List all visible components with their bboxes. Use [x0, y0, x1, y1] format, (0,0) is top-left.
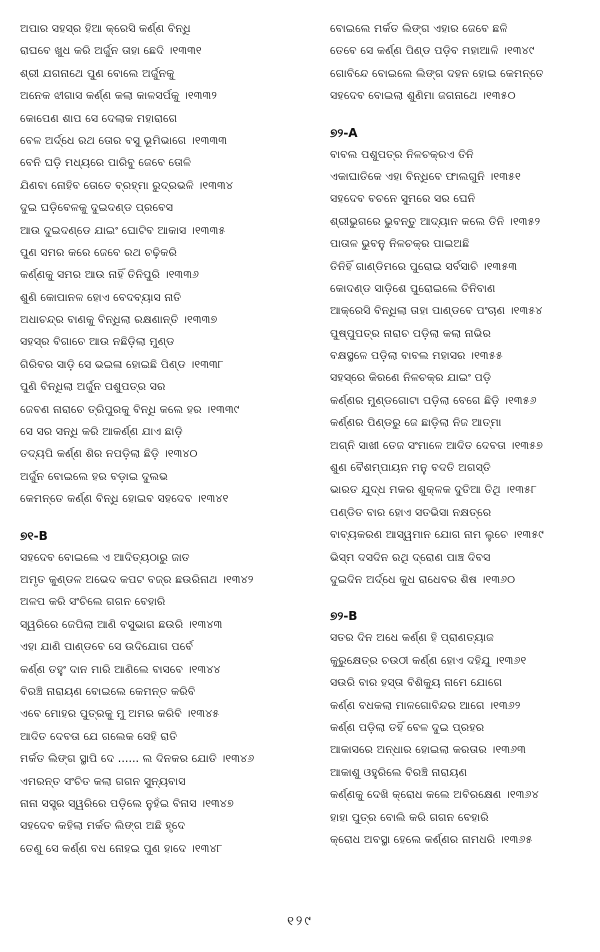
verse-line: ଆକାସରେ ଅନ୍ଧାର ହୋଇଲା କରତାର ।୧୩୬୩: [330, 743, 526, 757]
verse-line: ବେଳ ଅର୍ଦ୍ଧେ ରଥ ତୋର ବସୁ ଭୂମିଭାଗେ ।୧୩୩୩: [20, 133, 228, 147]
verse-line: ଆଦିତ ଦେବତା ଯେ ଗଲେକ ସେହି ରାତି: [20, 729, 178, 743]
right-column: [330, 18, 592, 851]
verse-line: ତେବେ ସେ କର୍ଣ୍ଣ ପିଣ୍ଡ ପଡ଼ିବ ମହାଆଳି ।୧୩୪୯: [330, 44, 535, 58]
verse-line: ଭାରତ ଯୁଦ୍ଧ ମକର ଶୁକ୍ଳକ ଦୁତିଆ ତିଥି ।୧୩୫୮: [330, 483, 537, 497]
verse-line: ସହଦେବ ବୋଇଲା ଶୁଣିମା ଜଗନାଥେ ।୧୩୫୦: [330, 89, 516, 103]
verse-line: କର୍ଣ୍ଣକୁ ସମର ଆଉ ନାହିଁ ତିନିପୁରି ।୧୩୩୬: [20, 268, 200, 282]
verse-line: ସହଦେବ କହିଲା ମର୍କତ ଲିଙ୍ଗ ଅଛି ହୃଦେ: [20, 819, 186, 833]
verse-line: ତିନିହିଁ ଗାଣ୍ଡିମରେ ପୁରୋଇ ସର୍ବସାଚି ।୧୩୫୩: [330, 259, 518, 273]
verse-line: ଅଳପ କରି ସଂଚିଲେ ଗଗନ ବେହାରି: [20, 595, 166, 609]
verse-line: କର୍ଣ୍ଣ ତହୁଂ ଦାନ ମାରି ଆଣିଲେ ବାସବେ ।୧୩୪୪: [20, 662, 221, 676]
verse-block-3: [330, 18, 592, 108]
section-heading-72b: ୭୨-B: [330, 609, 358, 624]
verse-line: ବକ୍ଷସ୍ଥଳେ ପଡ଼ିଲା ବାବଲ ମହାସର ।୧୩୫୫: [330, 349, 503, 363]
verse-line: ଗୋବିନ୍ଦେ ବୋଇଲେ ଲିଙ୍ଗ ଦହନ ହୋଇ କେମନ୍ତେ: [330, 66, 544, 80]
verse-line: ଆଉ ଦୁଇଦଣ୍ଡେ ଯାଇଂ ଘୋଟିବ ଆକାସ ।୧୩୩୫: [20, 223, 226, 237]
verse-line: ଏମରନ୍ତ ସଂଚିତ କଲା ଗଗନ ସୁନ୍ୟବାସ: [20, 774, 186, 788]
verse-line: ଜେବଣ ନାରାଚେ ତ୍ରିପୁରକୁ ବିନ୍ଧି କଲେ ହର ।୧୩୩୯: [20, 402, 240, 416]
verse-line: ବୋଇଲେ ମର୍କତ ଲିଙ୍ଗ ଏହାର ଜେବେ ଛଳି: [330, 22, 508, 35]
verse-line: ତଦ୍ୟପି କର୍ଣ୍ଣ ଶିର ନପଡ଼ିଲା ଛିଡ଼ି ।୧୩୪୦: [20, 447, 198, 461]
verse-line: ଆକାଶୁ ଓହୁରିଲେ ବିରଞ୍ଚି ନାରାୟଣ: [330, 765, 468, 779]
verse-line: କର୍ଣ୍ଣ ପଡ଼ିଲା ତହିଁ ବେଳ ଦୁଇ ପ୍ରହର: [330, 720, 485, 734]
verse-line: ସହଦେବ ବଚନେ ସୁମରେ ସର ଘେନି: [330, 192, 476, 206]
verse-line: ଶୁଣି କୋପାନଳ ହୋଏ ବେଦବ୍ୟାସ ନାତି: [20, 290, 182, 304]
verse-line: ସଉରି ବାର ହସ୍ତା ବିଶିକୁୟ ନାମେ ଯୋଗେ: [330, 676, 503, 690]
verse-line: ଗିରିବର ସାଡ଼ି ସେ ଭଇଳା ହୋଇଛି ପିଣ୍ଡ ।୧୩୩୮: [20, 357, 224, 371]
verse-line: କେମନ୍ତେ କର୍ଣ୍ଣ ବିନ୍ଧି ହୋଇବ ସହଦେବ ।୧୩୪୧: [20, 492, 229, 506]
verse-block-2: [20, 547, 320, 860]
verse-line: କର୍ଣ୍ଣକୁ ଦେଖି କ୍ରୋଧ କଲେ ଅବିରକ୍ଷେଣ ।୧୩୬୪: [330, 788, 539, 802]
verse-line: ତେଣୁ ସେ କର୍ଣ୍ଣ ବଧ ନୋହଇ ପୁଣ ହାଦେ ।୧୩୪୮: [20, 841, 223, 855]
verse-line: କର୍ଣ୍ଣର ପିଣ୍ଡରୁ ଜେ ଛାଡ଼ିଲା ନିଜ ଆତ୍ମା: [330, 416, 502, 430]
verse-line: ଶୁଣ ବୈଶମ୍ପାୟନ ମନୁ ବଦତି ଅଗସ୍ତି: [330, 461, 491, 475]
verse-line: ଅନେକ ଝୀଗାସ କର୍ଣ୍ଣ କଲା କାଳସର୍ପକୁ ।୧୩୩୨: [20, 89, 217, 103]
verse-line: ସହସ୍ର ବିଗାଚେ ଆଉ ନଛିଡ଼ିଲା ମୁଣ୍ଡ: [20, 335, 175, 349]
verse-line: ଆକ୍ରେସି ବିନ୍ଧିଲା ତାହା ପାଣ୍ଡବେ ପଂଚାଣ ।୧୩୫୪: [330, 304, 543, 318]
verse-line: ଅମୃତ କୁଣ୍ଡଳ ଅଭେଦ କପଟ ବଜ୍ର ଛଉରିନାଥ ।୧୩୪୨: [20, 572, 254, 586]
verse-line: ସହସ୍ରେ କିରଣେ ନିଳଚକ୍ର ଯାଇଂ ପଡ଼ି: [330, 371, 492, 385]
verse-line: ଭିସ୍ମ ଦସଦିନ ରଥି ଦ୍ରୋଣ ପାଞ୍ଚ ଦିବସ: [330, 550, 491, 564]
verse-line: କର୍ଣ୍ଣ ବଧକଲା ମାଳଗୋବିନ୍ଦର ଆଗେ ।୧୩୬୨: [330, 698, 521, 712]
verse-line: ବେନି ଘଡ଼ି ମଧ୍ୟରେ ପାରିବୁ ଜେବେ ତୋଳି: [20, 156, 192, 170]
verse-line: ପାତାଳ ଭୁବନୁ ନିଳଚକ୍ର ପାଇଅଛି: [330, 237, 470, 251]
verse-line: କୋଦଣ୍ଡ ସାଡ଼ିଶେ ପୁରୋଇଲେ ତିନିବାଣ: [330, 281, 496, 295]
verse-line: ମର୍କତ ଲିଙ୍ଗ ସ୍ଥାପି ଦେ ...... ଲ ଦିନକର ଯୋତି ।୧୩୪୬: [20, 752, 255, 766]
verse-line: ଦୁଇଦିନ ଅର୍ଦ୍ଧେ କୁଧ ରାଧେବର ଶିଷ ।୧୩୬୦: [330, 572, 516, 586]
verse-line: ହାହା ପୁତ୍ର ବୋଲି କରି ଗଗନ ବେହାରି: [330, 810, 489, 824]
verse-line: ଏବେ ମୋହର ପୁତ୍ରକୁ ମୁ ଅମର କରିବି ।୧୩୪୫: [20, 707, 220, 721]
verse-line: ସହଦେବ ବୋଇଲେ ଏ ଆଦିତ୍ୟଠାରୁ ଜାତ: [20, 550, 190, 564]
section-heading-72a: ୭୨-A: [330, 125, 358, 140]
verse-line: ନାନା ସସ୍ତ୍ର ସ୍ୱରିରେ ପଡ଼ିଲେ ନୁହଁଇ ବିନାସ ।୧୩୪୭: [20, 796, 234, 810]
verse-line: ଶ୍ରୀ ଯଗନାଥେ ପୁଣ ବୋଲେ ଅର୍ଜୁନକୁ: [20, 66, 175, 80]
verse-line: ଏକାଘାତିକେ ଏହା ବିନ୍ଧିବେ ଫାଲଗୁନି ।୧୩୫୧: [330, 169, 521, 183]
verse-line: ସେ ସର ସନ୍ଧି କରି ଆକର୍ଣ୍ଣ ଯାଏ ଛାଡ଼ି: [20, 425, 183, 439]
verse-line: ଅର୍ଜୁନ ବୋଇଲେ ହର ବଡ଼ାଇ ଦୁଲଭ: [20, 469, 168, 483]
verse-line: ବାବଲ ପଶୁପତ୍ର ନିଳଚକ୍ରଏ ତିନି: [330, 147, 474, 161]
verse-block-1: [20, 18, 320, 511]
verse-line: ପଣ୍ଡିତ ବାର ହୋଏ ସତଭିସା ନକ୍ଷତ୍ରେ: [330, 505, 492, 519]
verse-line: ବିରଞ୍ଚି ନାରାୟଣ ବୋଇଲେ କେମନ୍ତ କରିବି: [20, 684, 196, 698]
verse-line: ବାବ୍ୟକରଣ ଆସ୍ୱମାନ ଯୋଗ ନାମ ଲୁଚେ ।୧୩୫୯: [330, 528, 544, 542]
verse-line: ରାଘବେ ଖୁଧ କରି ଅର୍ଜୁନ ତାହା ଛେଦି ।୧୩୩୧: [20, 44, 202, 58]
verse-line: ଅଗ୍ନି ସାଖୀ ତେଜ ସଂମାଳେ ଆଦିତ ଦେବତା ।୧୩୫୭: [330, 438, 544, 452]
verse-block-4: [330, 144, 592, 592]
section-heading-71b: ୭୧-B: [20, 528, 48, 543]
verse-line: ପୁଷ୍ପୁପତ୍ର ନାରାଚ ପଡ଼ିଲା କଲା ନାଭିର: [330, 326, 491, 340]
verse-line: ଏହା ଯାଣି ପାଣ୍ଡବେ ସେ ଉଦିଯୋଗ ପର୍ବେ: [20, 640, 193, 654]
left-column: [20, 18, 320, 860]
verse-line: ଅଧାଚନ୍ଦ୍ର ବାଣକୁ ବିନ୍ଧିଲା ରକ୍ଷଣାନ୍ତି ।୧୩୩୭: [20, 313, 218, 327]
verse-block-5: [330, 627, 592, 851]
verse-line: ସ୍ୱରିରେ ଜେପିଲା ଆଣି ବସୁଭାଗ ଛଉରି ।୧୩୪୩: [20, 617, 223, 631]
page-number: ୧୨୯: [287, 914, 313, 929]
verse-line: କର୍ଣ୍ଣର ମୁଣ୍ଡଗୋଟା ପଡ଼ିଲା ବେଗେ ଛିଡ଼ି ।୧୩୫୬: [330, 393, 537, 407]
verse-line: ଯିଣବା ନୋହିବ ତୋତେ ବ୍ରହ୍ମା ରୁଦ୍ରଭଳି ।୧୩୩୪: [20, 178, 234, 192]
verse-line: କୋପେଣ ଶାପ ସେ ଦେଲାକ ମହାରାଗେ: [20, 111, 178, 125]
verse-line: ଅପାର ସହସ୍ର ହିଆ କ୍ରେସି କର୍ଣ୍ଣ ବିନ୍ଧି: [20, 22, 191, 35]
verse-line: କୁରୁକ୍ଷେତ୍ର ଚଉଠୀ କର୍ଣ୍ଣ ହୋଏ ଦହିଯୁ ।୧୩୬୧: [330, 653, 527, 667]
verse-line: ଶ୍ରୀଭୁଗରେ ଭୁବନ୍ତୁ ଆଦ୍ୟାନ କଲେ ତିନି ।୧୩୫୨: [330, 214, 541, 228]
verse-line: ଦୁଇ ଘଡ଼ିବେଳକୁ ଦୁଇଦଣ୍ଡ ପ୍ରବେସ: [20, 201, 174, 215]
verse-line: ସତର ଦିନ ଅଧେ କର୍ଣ୍ଣ ହି ପ୍ରାଣତ୍ୟାଜ: [330, 631, 494, 645]
verse-line: ପୁଣ ସମର କରେ ଜେବେ ରଥ ଚଢ଼ିକରି: [20, 245, 177, 259]
verse-line: ପୁଣି ବିନ୍ଧିଲା ଅର୍ଜୁନ ପଶୁପତ୍ର ସର: [20, 380, 166, 394]
verse-line: କ୍ରୋଧ ଅବସ୍ଥା ହେଲେ କର୍ଣ୍ଣର ନାମଧରି ।୧୩୬୫: [330, 832, 533, 846]
